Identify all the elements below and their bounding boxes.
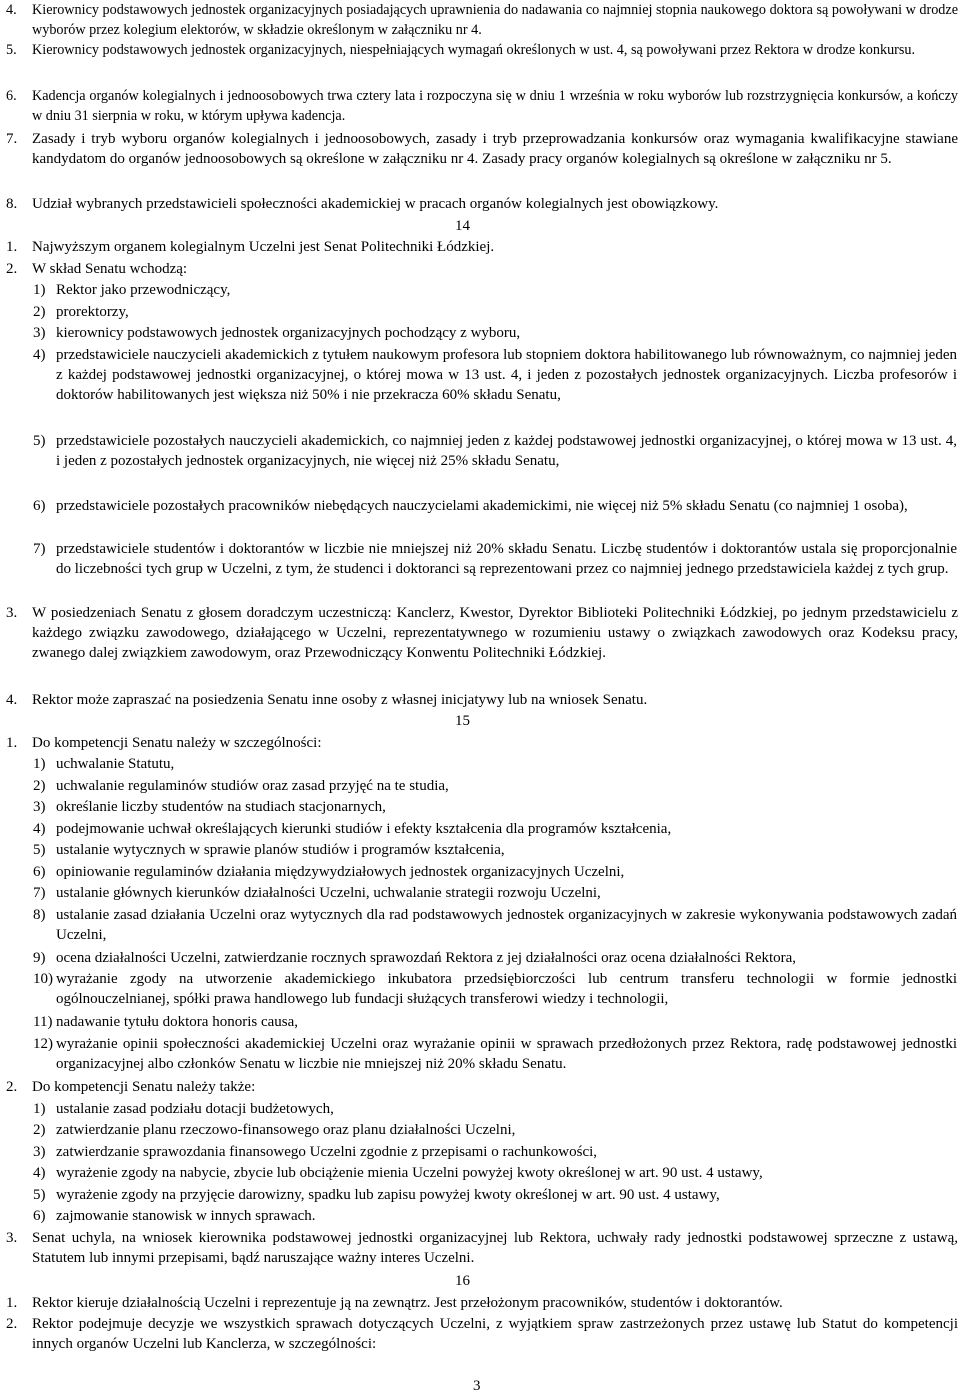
s14-paragraph-2: 2. W skład Senatu wchodzą: (6, 261, 188, 277)
s14-list-item: 7) przedstawiciele studentów i doktorantów w liczbie nie mniejszej niż 20% składu Senatu. Liczbę studentów i doktorantów ustala się proporcjonalnie do liczebności tych grup w Uczelni, z tym, że studenci i doktoranci są reprezentowani przez co najmniej jednego przedstawiciela każdej z tych grup. (33, 541, 957, 577)
section-heading-15: 15 (455, 713, 470, 729)
s15-list-item: 2) uchwalanie regulaminów studiów oraz zasad przyjęć na te studia, (33, 778, 449, 794)
page-number: 3 (473, 1378, 481, 1394)
s16-paragraph-1: 1. Rektor kieruje działalnością Uczelni i reprezentuje ją na zewnątrz. Jest przełożonym pracowników, studentów i doktorantów. (6, 1295, 783, 1311)
section-heading-16: 16 (455, 1273, 470, 1289)
s15-paragraph-1: 1. Do kompetencji Senatu należy w szczególności: (6, 735, 322, 751)
paragraph-5: 5. Kierownicy podstawowych jednostek organizacyjnych, niespełniających wymagań określonych w ust. 4, są powoływani przez Rektora w drodze konkursu. (6, 42, 916, 58)
s15-list-item: 6) opiniowanie regulaminów działania międzywydziałowych jednostek organizacyjnych Uczelni, (33, 864, 625, 880)
s15-paragraph-3: 3. Senat uchyla, na wniosek kierownika podstawowej jednostki organizacyjnej lub Rektora, uchwały rady jednostki podstawowej sprzeczne z ustawą, Statutem lub innymi przepisami, bądź naruszające ważny interes Uczelni. (6, 1230, 958, 1266)
s14-paragraph-3: 3. W posiedzeniach Senatu z głosem doradczym uczestniczą: Kanclerz, Kwestor, Dyrektor Biblioteki Politechniki Łódzkiej, po jednym przedstawicielu z każdego związku zawodowego, działającego w Uczelni, reprezentatywnego w rozumieniu ustawy o związkach zawodowych oraz Kodeksu pracy, zwanego dalej związkiem zawodowym, oraz Przewodniczący Konwentu Politechniki Łódzkiej. (6, 605, 958, 661)
s15-list-item: 5) ustalanie wytycznych w sprawie planów studiów i programów kształcenia, (33, 842, 505, 858)
paragraph-7: 7. Zasady i tryb wyboru organów kolegialnych i jednoosobowych, zasady i tryb przeprowadzania konkursów oraz wymagania kwalifikacyjne stawiane kandydatom do organów jednoosobowych są określone w załączniku nr 4. Zasady pracy organów kolegialnych są określone w załączniku nr 5. (6, 131, 958, 167)
s14-list-item: 6) przedstawiciele pozostałych pracowników niebędących nauczycielami akademickimi, nie więcej niż 5% składu Senatu (co najmniej 1 osoba), (33, 498, 908, 514)
s15-list-item: 6) zajmowanie stanowisk w innych sprawach. (33, 1208, 316, 1224)
s14-list-item: 2) prorektorzy, (33, 304, 129, 320)
s15-list-item: 9) ocena działalności Uczelni, zatwierdzanie rocznych sprawozdań Rektora z jej działalności oraz ocena działalności Rektora, (33, 950, 797, 966)
s15-list-item: 4) podejmowanie uchwał określających kierunki studiów i efekty kształcenia dla programów kształcenia, (33, 821, 672, 837)
s14-list-item: 3) kierownicy podstawowych jednostek organizacyjnych pochodzący z wyboru, (33, 325, 521, 341)
s15-paragraph-2: 2. Do kompetencji Senatu należy także: (6, 1079, 256, 1095)
s15-list-item: 10) wyrażanie zgody na utworzenie akademickiego inkubatora przedsiębiorczości lub centrum transferu technologii w formie jednostki ogólnouczelnianej, spółki prawa handlowego lub fundacji służących transferowi wiedzy i technologii, (33, 971, 957, 1007)
s15-list-item: 1) uchwalanie Statutu, (33, 756, 175, 772)
s15-list-item: 12) wyrażanie opinii społeczności akademickiej Uczelni oraz wyrażanie opinii w sprawach przedłożonych przez Rektora, radę podstawowej jednostki organizacyjnej albo członków Senatu w liczbie nie mniejszej niż 20% składu Senatu. (33, 1036, 957, 1072)
section-heading-14: 14 (455, 218, 470, 234)
s14-list-item: 4) przedstawiciele nauczycieli akademickich z tytułem naukowym profesora lub stopniem doktora habilitowanego lub równoważnym, co najmniej jeden z każdej podstawowej jednostki organizacyjnej, o której mowa w 13 ust. 4, i jeden z pozostałych jednostek organizacyjnych. Liczba profesorów i doktorów habilitowanych jest większa niż 50% i nie przekracza 60% składu Senatu, (33, 347, 957, 403)
s16-paragraph-2: 2. Rektor podejmuje decyzje we wszystkich sprawach dotyczących Uczelni, z wyjątkiem spraw zastrzeżonych przez ustawę lub Statut do kompetencji innych organów Uczelni lub Kanclerza, w szczególności: (6, 1316, 958, 1352)
s14-list-item: 1) Rektor jako przewodniczący, (33, 282, 231, 298)
s15-list-item: 8) ustalanie zasad działania Uczelni oraz wytycznych dla rad podstawowych jednostek organizacyjnych w zakresie wykonywania podstawowych zadań Uczelni, (33, 907, 957, 943)
s15-list-item: 7) ustalanie głównych kierunków działalności Uczelni, uchwalanie strategii rozwoju Uczelni, (33, 885, 601, 901)
s14-paragraph-1: 1. Najwyższym organem kolegialnym Uczelni jest Senat Politechniki Łódzkiej. (6, 239, 495, 255)
s14-paragraph-4: 4. Rektor może zapraszać na posiedzenia Senatu inne osoby z własnej inicjatywy lub na wniosek Senatu. (6, 692, 648, 708)
s14-list-item: 5) przedstawiciele pozostałych nauczycieli akademickich, co najmniej jeden z każdej podstawowej jednostki organizacyjnej, o której mowa w 13 ust. 4, i jeden z pozostałych jednostek organizacyjnych, nie więcej niż 25% składu Senatu, (33, 433, 957, 469)
s15-list-item: 3) zatwierdzanie sprawozdania finansowego Uczelni zgodnie z przepisami o rachunkowości, (33, 1144, 598, 1160)
paragraph-8: 8. Udział wybranych przedstawicieli społeczności akademickiej w pracach organów kolegialnych jest obowiązkowy. (6, 196, 719, 212)
paragraph-6: 6. Kadencja organów kolegialnych i jednoosobowych trwa cztery lata i rozpoczyna się w dniu 1 września w roku wyborów lub rozstrzygnięcia konkursów, a kończy w dniu 31 sierpnia w roku, w którym upływa kadencja. (6, 88, 958, 124)
s15-list-item: 5) wyrażenie zgody na przyjęcie darowizny, spadku lub zapisu powyżej kwoty określonej w art. 90 ust. 4 ustawy, (33, 1187, 720, 1203)
paragraph-4: 4. Kierownicy podstawowych jednostek organizacyjnych posiadających uprawnienia do nadawania co najmniej stopnia naukowego doktora są powoływani w drodze wyborów przez kolegium elektorów, w składzie określonym w załączniku nr 4. (6, 2, 958, 38)
s15-list-item: 2) zatwierdzanie planu rzeczowo-finansowego oraz planu działalności Uczelni, (33, 1122, 516, 1138)
s15-list-item: 11) nadawanie tytułu doktora honoris causa, (33, 1014, 299, 1030)
s15-list-item: 1) ustalanie zasad podziału dotacji budżetowych, (33, 1101, 334, 1117)
s15-list-item: 3) określanie liczby studentów na studiach stacjonarnych, (33, 799, 386, 815)
s15-list-item: 4) wyrażenie zgody na nabycie, zbycie lub obciążenie mienia Uczelni powyżej kwoty określonej w art. 90 ust. 4 ustawy, (33, 1165, 763, 1181)
